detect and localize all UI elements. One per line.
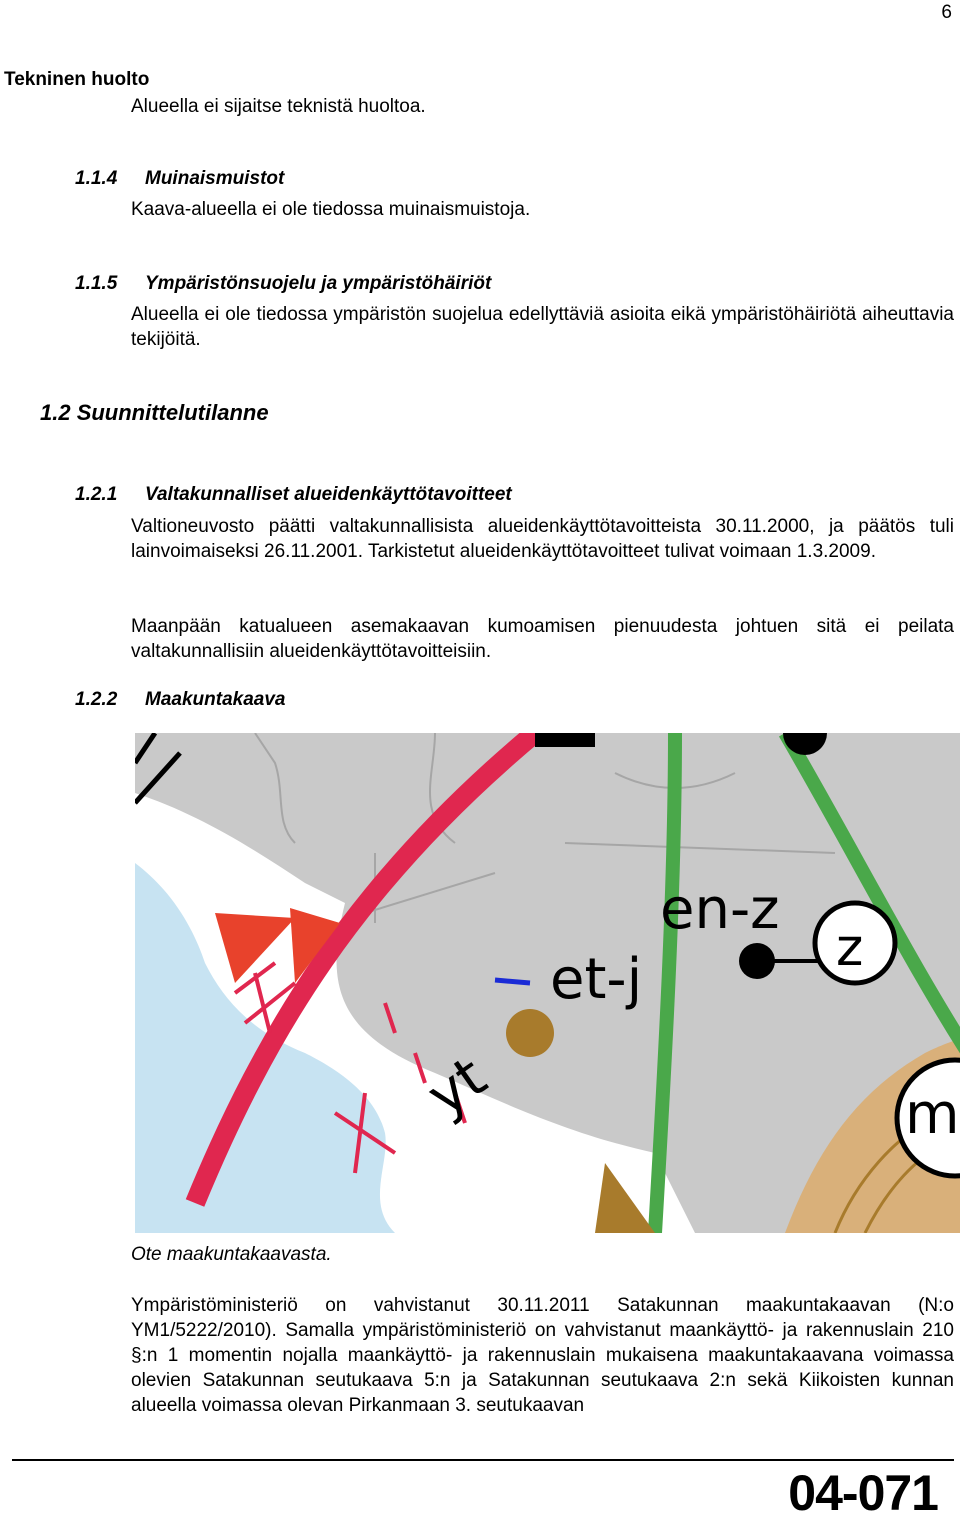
- paragraph-muinaismuistot: Kaava-alueella ei ole tiedossa muinaismuistoja.: [131, 199, 531, 220]
- map-caption: Ote maakuntakaavasta.: [131, 1244, 332, 1265]
- heading-suunnittelutilanne: 1.2 Suunnittelutilanne: [40, 400, 269, 425]
- paragraph-maakuntakaava: Ympäristöministeriö on vahvistanut 30.11.2011 Satakunnan maakuntakaavan (N:o YM1/5222/2010). Samalla ympäristöministeriö on vahvistanut maankäyttö- ja rakennuslain 210 §:n 1 momentin nojalla maankäyttö- ja rakennuslain mukaisena maakuntakaavana voimassa olevien Satakunnan seutukaava 5:n ja Satakunnan seutukaava 2:n sekä Kiikoisten kunnan alueella voimassa olevan Pirkanmaan 3. seutukaavan: [131, 1295, 954, 1416]
- heading-maakuntakaava: [75, 687, 285, 712]
- section-title: Valtakunnalliset alueidenkäyttötavoitteet: [145, 484, 512, 505]
- map-black-symbol-top: [535, 733, 595, 747]
- map-label-en-z: en-z: [660, 877, 780, 942]
- footer-divider: [12, 1459, 954, 1461]
- paragraph-valtakunnalliset-2: Maanpään katualueen asemakaavan kumoamisen pienuudesta johtuen sitä ei peilata valtakunnallisiin alueidenkäyttötavoitteisiin.: [131, 616, 954, 662]
- paragraph-tekninen: Alueella ei sijaitse teknistä huoltoa.: [131, 96, 426, 117]
- map-label-et-j: et-j: [550, 947, 643, 1012]
- map-black-dot: [739, 943, 775, 979]
- section-title: Ympäristönsuojelu ja ympäristöhäiriöt: [145, 273, 492, 294]
- heading-valtakunnalliset: [75, 482, 512, 507]
- heading-ymparistonsuojelu: [75, 271, 491, 296]
- map-label-z: z: [836, 918, 864, 978]
- heading-tekninen-huolto: Tekninen huolto: [4, 69, 150, 90]
- map-label-yt: yt: [415, 1044, 499, 1130]
- section-number: 1.1.4: [75, 168, 118, 189]
- paragraph-ymparistonsuojelu: Alueella ei ole tiedossa ympäristön suojelua edellyttäviä asioita eikä ympäristöhäiriötä aiheuttavia tekijöitä.: [131, 304, 954, 350]
- map-label-m: m: [905, 1082, 960, 1147]
- section-number: 1.2.1: [75, 484, 118, 505]
- section-title: Maakuntakaava: [145, 689, 286, 710]
- map-image: [135, 733, 960, 1233]
- section-title: Muinaismuistot: [145, 168, 285, 189]
- document-code: 04-071: [788, 1465, 938, 1521]
- section-number: 1.1.5: [75, 273, 118, 294]
- map-blue-marker: [495, 980, 530, 983]
- paragraph-valtakunnalliset-1: Valtioneuvosto päätti valtakunnallisista alueidenkäyttötavoitteista 30.11.2000, ja päätös tuli lainvoimaiseksi 26.11.2001. Tarkistetut alueidenkäyttötavoitteet tulivat voimaan 1.3.2009.: [131, 516, 954, 562]
- map-brown-dot: [506, 1009, 554, 1057]
- page-number: 6: [941, 2, 952, 23]
- heading-muinaismuistot: [75, 166, 284, 191]
- section-number: 1.2.2: [75, 689, 118, 710]
- regional-plan-map: [135, 733, 960, 1233]
